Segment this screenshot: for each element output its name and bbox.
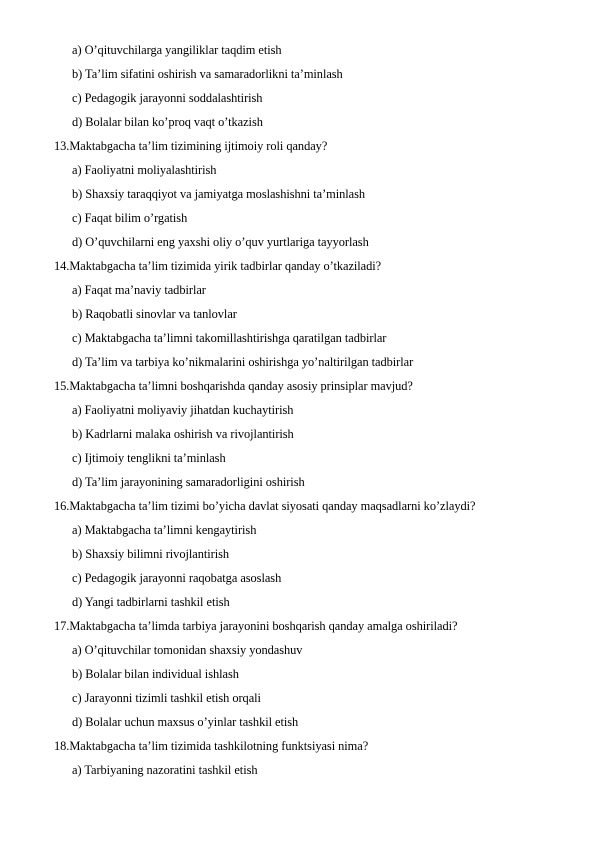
- answer-option: b) Kadrlarni malaka oshirish va rivojlantirish: [72, 427, 294, 441]
- question-14: 14.Maktabgacha ta’lim tizimida yirik tadbirlar qanday o’tkaziladi?: [54, 259, 382, 273]
- answer-option: c) Faqat bilim o’rgatish: [72, 211, 188, 225]
- answer-option: b) Shaxsiy taraqqiyot va jamiyatga moslashishni ta’minlash: [72, 187, 366, 201]
- answer-option: a) Faoliyatni moliyaviy jihatdan kuchaytirish: [72, 403, 294, 417]
- question-13: 13.Maktabgacha ta’lim tizimining ijtimoiy roli qanday?: [54, 139, 328, 153]
- answer-option: a) O’qituvchilarga yangiliklar taqdim etish: [72, 43, 282, 57]
- answer-option: a) Maktabgacha ta’limni kengaytirish: [72, 523, 257, 537]
- answer-option: a) Faqat ma’naviy tadbirlar: [72, 283, 206, 297]
- answer-option: b) Raqobatli sinovlar va tanlovlar: [72, 307, 237, 321]
- answer-option: a) O’qituvchilar tomonidan shaxsiy yondashuv: [72, 643, 303, 657]
- answer-option: b) Bolalar bilan individual ishlash: [72, 667, 239, 681]
- answer-option: c) Pedagogik jarayonni soddalashtirish: [72, 91, 263, 105]
- answer-option: c) Jarayonni tizimli tashkil etish orqali: [72, 691, 261, 705]
- answer-option: d) O’quvchilarni eng yaxshi oliy o’quv yurtlariga tayyorlash: [72, 235, 369, 249]
- question-18: 18.Maktabgacha ta’lim tizimida tashkilotning funktsiyasi nima?: [54, 739, 369, 753]
- answer-option: d) Bolalar bilan ko’proq vaqt o’tkazish: [72, 115, 263, 129]
- answer-option: a) Faoliyatni moliyalashtirish: [72, 163, 217, 177]
- answer-option: b) Ta’lim sifatini oshirish va samaradorlikni ta’minlash: [72, 67, 343, 81]
- answer-option: c) Pedagogik jarayonni raqobatga asoslash: [72, 571, 282, 585]
- answer-option: d) Yangi tadbirlarni tashkil etish: [72, 595, 230, 609]
- answer-option: c) Maktabgacha ta’limni takomillashtirishga qaratilgan tadbirlar: [72, 331, 387, 345]
- question-17: 17.Maktabgacha ta’limda tarbiya jarayonini boshqarish qanday amalga oshiriladi?: [54, 619, 458, 633]
- answer-option: a) Tarbiyaning nazoratini tashkil etish: [72, 763, 258, 777]
- answer-option: d) Ta’lim va tarbiya ko’nikmalarini oshirishga yo’naltirilgan tadbirlar: [72, 355, 414, 369]
- answer-option: b) Shaxsiy bilimni rivojlantirish: [72, 547, 230, 561]
- question-15: 15.Maktabgacha ta’limni boshqarishda qanday asosiy prinsiplar mavjud?: [54, 379, 413, 393]
- answer-option: c) Ijtimoiy tenglikni ta’minlash: [72, 451, 226, 465]
- answer-option: d) Ta’lim jarayonining samaradorligini oshirish: [72, 475, 305, 489]
- answer-option: d) Bolalar uchun maxsus o’yinlar tashkil etish: [72, 715, 299, 729]
- question-16: 16.Maktabgacha ta’lim tizimi bo’yicha davlat siyosati qanday maqsadlarni ko’zlaydi?: [54, 499, 476, 513]
